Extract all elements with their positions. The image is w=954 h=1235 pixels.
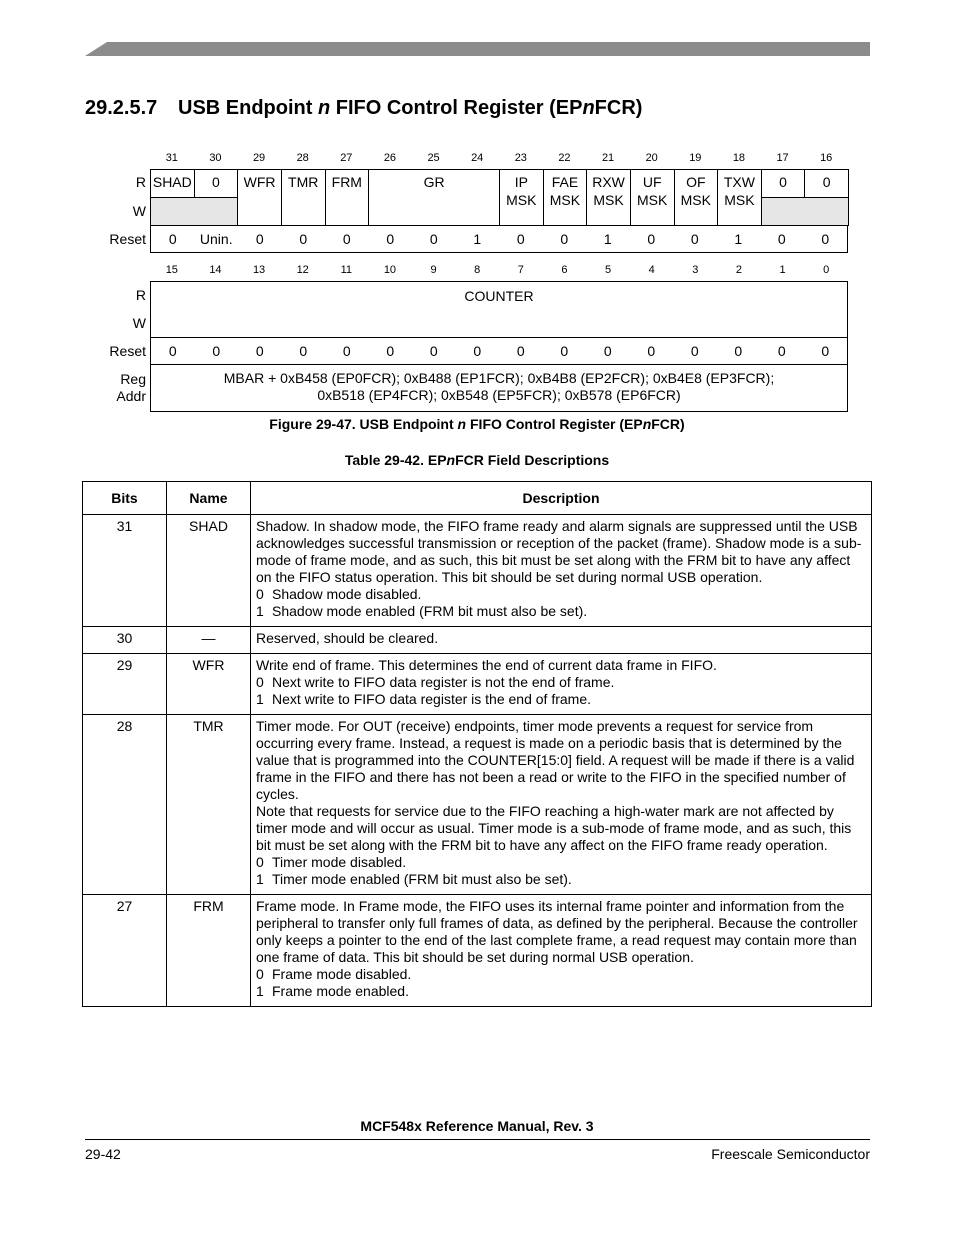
cell-name: SHAD [167,515,251,627]
field-counter: COUNTER [150,281,848,338]
reset-value: 0 [560,231,569,247]
bit-number: 14 [209,264,222,276]
reset-value: 0 [690,343,699,359]
bit-number: 17 [776,152,789,164]
table-header-row [83,482,872,515]
field-bit30-read: 0 [195,170,239,198]
cell-description: Write end of frame. This determines the end of current data frame in FIFO. 0 Next write to FIFO data register is not the end of frame. 1 Next write to FIFO data register is the end of frame. [251,654,872,715]
reset-value: 0 [386,343,395,359]
bit-number: 19 [689,152,702,164]
cell-description: Timer mode. For OUT (receive) endpoints, timer mode prevents a request for service from occurring every frame. Instead, a request is made on a periodic basis that is determined by the value that is programmed into the COUNTER[15:0] field. A request will be made if there is a valid frame in the FIFO and there has not been a read or write to the FIFO in the specified number of cycles. Note that requests for service due to the FIFO reaching a high-water mark are not affected by timer mode and will occur as usual. Timer mode is a sub-mode of frame mode, and as such, this bit must be set along with the FRM bit to have any affect on the FIFO frame ready operation. 0 Timer mode disabled. 1 Timer mode enabled (FRM bit must also be set). [251,715,872,895]
field-gr: GR [369,170,500,226]
field-bit17-16-write [762,198,849,226]
reset-value: 0 [516,231,525,247]
cell-bits: 29 [83,654,167,715]
row-label-reg-addr: Reg Addr [116,371,146,404]
cell-description: Frame mode. In Frame mode, the FIFO uses its internal frame pointer and information from the peripheral to transfer only full frames of data, as defined by the peripheral. Because the controller only keeps a pointer to the end of the last complete frame, a read request may contain more than one frame of data. This bit should be set during normal USB operation. 0 Frame mode disabled. 1 Frame mode enabled. [251,895,872,1007]
reset-value: 0 [429,343,438,359]
field-fae-msk: FAE MSK [544,170,588,226]
cell-description: Reserved, should be cleared. [251,627,872,654]
bit-number: 3 [692,264,699,276]
reset-value: 0 [777,231,786,247]
cell-name: FRM [167,895,251,1007]
reset-value: 0 [168,231,177,247]
bit-number: 22 [558,152,571,164]
bit-number: 4 [648,264,655,276]
table-row [83,715,872,895]
bit-number: 7 [517,264,524,276]
reset-value: 1 [473,231,482,247]
row-label-reset: Reset [109,231,146,247]
bit-number: 6 [561,264,568,276]
cell-bits: 28 [83,715,167,895]
reset-value: 0 [603,343,612,359]
row-label-w: W [132,203,146,219]
figure-caption: Figure 29-47. USB Endpoint n FIFO Control Register (EPnFCR) [269,416,685,432]
bit-number: 18 [732,152,746,164]
cell-bits: 30 [83,627,167,654]
cell-name: TMR [167,715,251,895]
reset-row-lower [150,338,848,365]
cell-name: — [167,627,251,654]
bit-number: 15 [165,264,178,276]
field-shad-write [151,198,195,226]
reset-value: 0 [168,343,177,359]
field-bit16-read: 0 [805,170,849,198]
header-bar [85,42,870,56]
bit-number: 1 [779,264,786,276]
field-tmr: TMR [282,170,326,226]
reset-value: 0 [516,343,525,359]
row-label-r: R [135,174,146,190]
reset-value: 0 [821,343,830,359]
bit-number: 26 [383,152,397,164]
footer-title: MCF548x Reference Manual, Rev. 3 [360,1118,594,1134]
bit-number: 25 [427,152,440,164]
bit-number: 13 [252,264,266,276]
cell-name: WFR [167,654,251,715]
reset-value: 0 [255,231,264,247]
bit-number: 16 [820,152,833,164]
bit-number: 27 [340,152,353,164]
reset-value: 0 [255,343,264,359]
row-label-reset-lower: Reset [109,343,146,359]
bit-number: 10 [383,264,397,276]
bit-number: 23 [514,152,527,164]
bit-number: 30 [209,152,222,164]
field-shad: SHAD [151,170,195,198]
reset-value: 0 [299,231,308,247]
reset-value: 0 [342,231,351,247]
header-bits: Bits [83,482,167,515]
field-frm: FRM [326,170,370,226]
reset-value: 1 [734,231,743,247]
bit-number: 29 [252,152,266,164]
header-description: Description [251,482,872,515]
table-row [83,895,872,1007]
table-row [83,515,872,627]
reset-value: 0 [777,343,786,359]
reset-value: 0 [473,343,482,359]
bit-numbers-lower [150,264,848,276]
reset-value: Unin. [199,231,233,247]
row-label-w-lower: W [132,315,146,331]
cell-bits: 31 [83,515,167,627]
field-bit17-read: 0 [762,170,806,198]
page-number: 29-42 [85,1146,121,1162]
field-uf-msk: UF MSK [631,170,675,226]
reset-value: 0 [212,343,221,359]
bit-number: 11 [340,264,353,276]
bit-number: 9 [430,264,437,276]
bit-number: 31 [165,152,178,164]
footer-rule [85,1139,870,1140]
bit-number: 5 [605,264,612,276]
bit-number: 21 [601,152,615,164]
field-wfr: WFR [238,170,282,226]
cell-description: Shadow. In shadow mode, the FIFO frame ready and alarm signals are suppressed until the USB acknowledges successful transmission or reception of the packet (frame). Shadow mode is a sub-mode of frame mode, and as such, this bit must be set along with the FRM bit to have any affect on the FIFO status operation. This bit should be set during normal USB operation. 0 Shadow mode disabled. 1 Shadow mode enabled (FRM bit must also be set). [251,515,872,627]
field-of-msk: OF MSK [675,170,719,226]
field-bit30-write [195,198,239,226]
table-caption: Table 29-42. EPnFCR Field Descriptions [344,452,610,468]
section-heading: 29.2.5.7 USB Endpoint n FIFO Control Register (EPnFCR) [85,97,643,119]
bit-number: 20 [645,152,658,164]
reset-value: 0 [734,343,743,359]
header-name: Name [167,482,251,515]
reset-value: 0 [647,231,656,247]
table-row [83,627,872,654]
reset-value: 0 [342,343,351,359]
reset-value: 0 [299,343,308,359]
row-label-r-lower: R [135,287,146,303]
bit-number: 2 [735,264,742,276]
company-name: Freescale Semiconductor [711,1146,870,1162]
table-row [83,654,872,715]
reset-value: 0 [386,231,395,247]
bit-number: 24 [471,152,484,164]
bit-number: 12 [296,264,309,276]
field-ip-msk: IP MSK [500,170,544,226]
reset-value: 0 [429,231,438,247]
field-descriptions-table [82,481,872,1007]
register-address: MBAR + 0xB458 (EP0FCR); 0xB488 (EP1FCR); 0xB4B8 (EP2FCR); 0xB4E8 (EP3FCR); 0xB518 (EP4FCR); 0xB548 (EP5FCR); 0xB578 (EP6FCR) [150,365,848,412]
field-rxw-msk: RXW MSK [587,170,631,226]
reset-value: 0 [560,343,569,359]
bit-number: 28 [296,152,309,164]
reset-value: 0 [821,231,830,247]
reset-value: 0 [647,343,656,359]
reset-value: 1 [603,231,612,247]
bit-number: 8 [474,264,481,276]
reset-value: 0 [690,231,699,247]
reset-row-upper [150,226,848,253]
bit-number: 0 [823,264,830,276]
field-txw-msk: TXW MSK [718,170,762,226]
register-upper-fields [150,169,849,226]
cell-bits: 27 [83,895,167,1007]
bit-numbers-upper [150,152,848,164]
